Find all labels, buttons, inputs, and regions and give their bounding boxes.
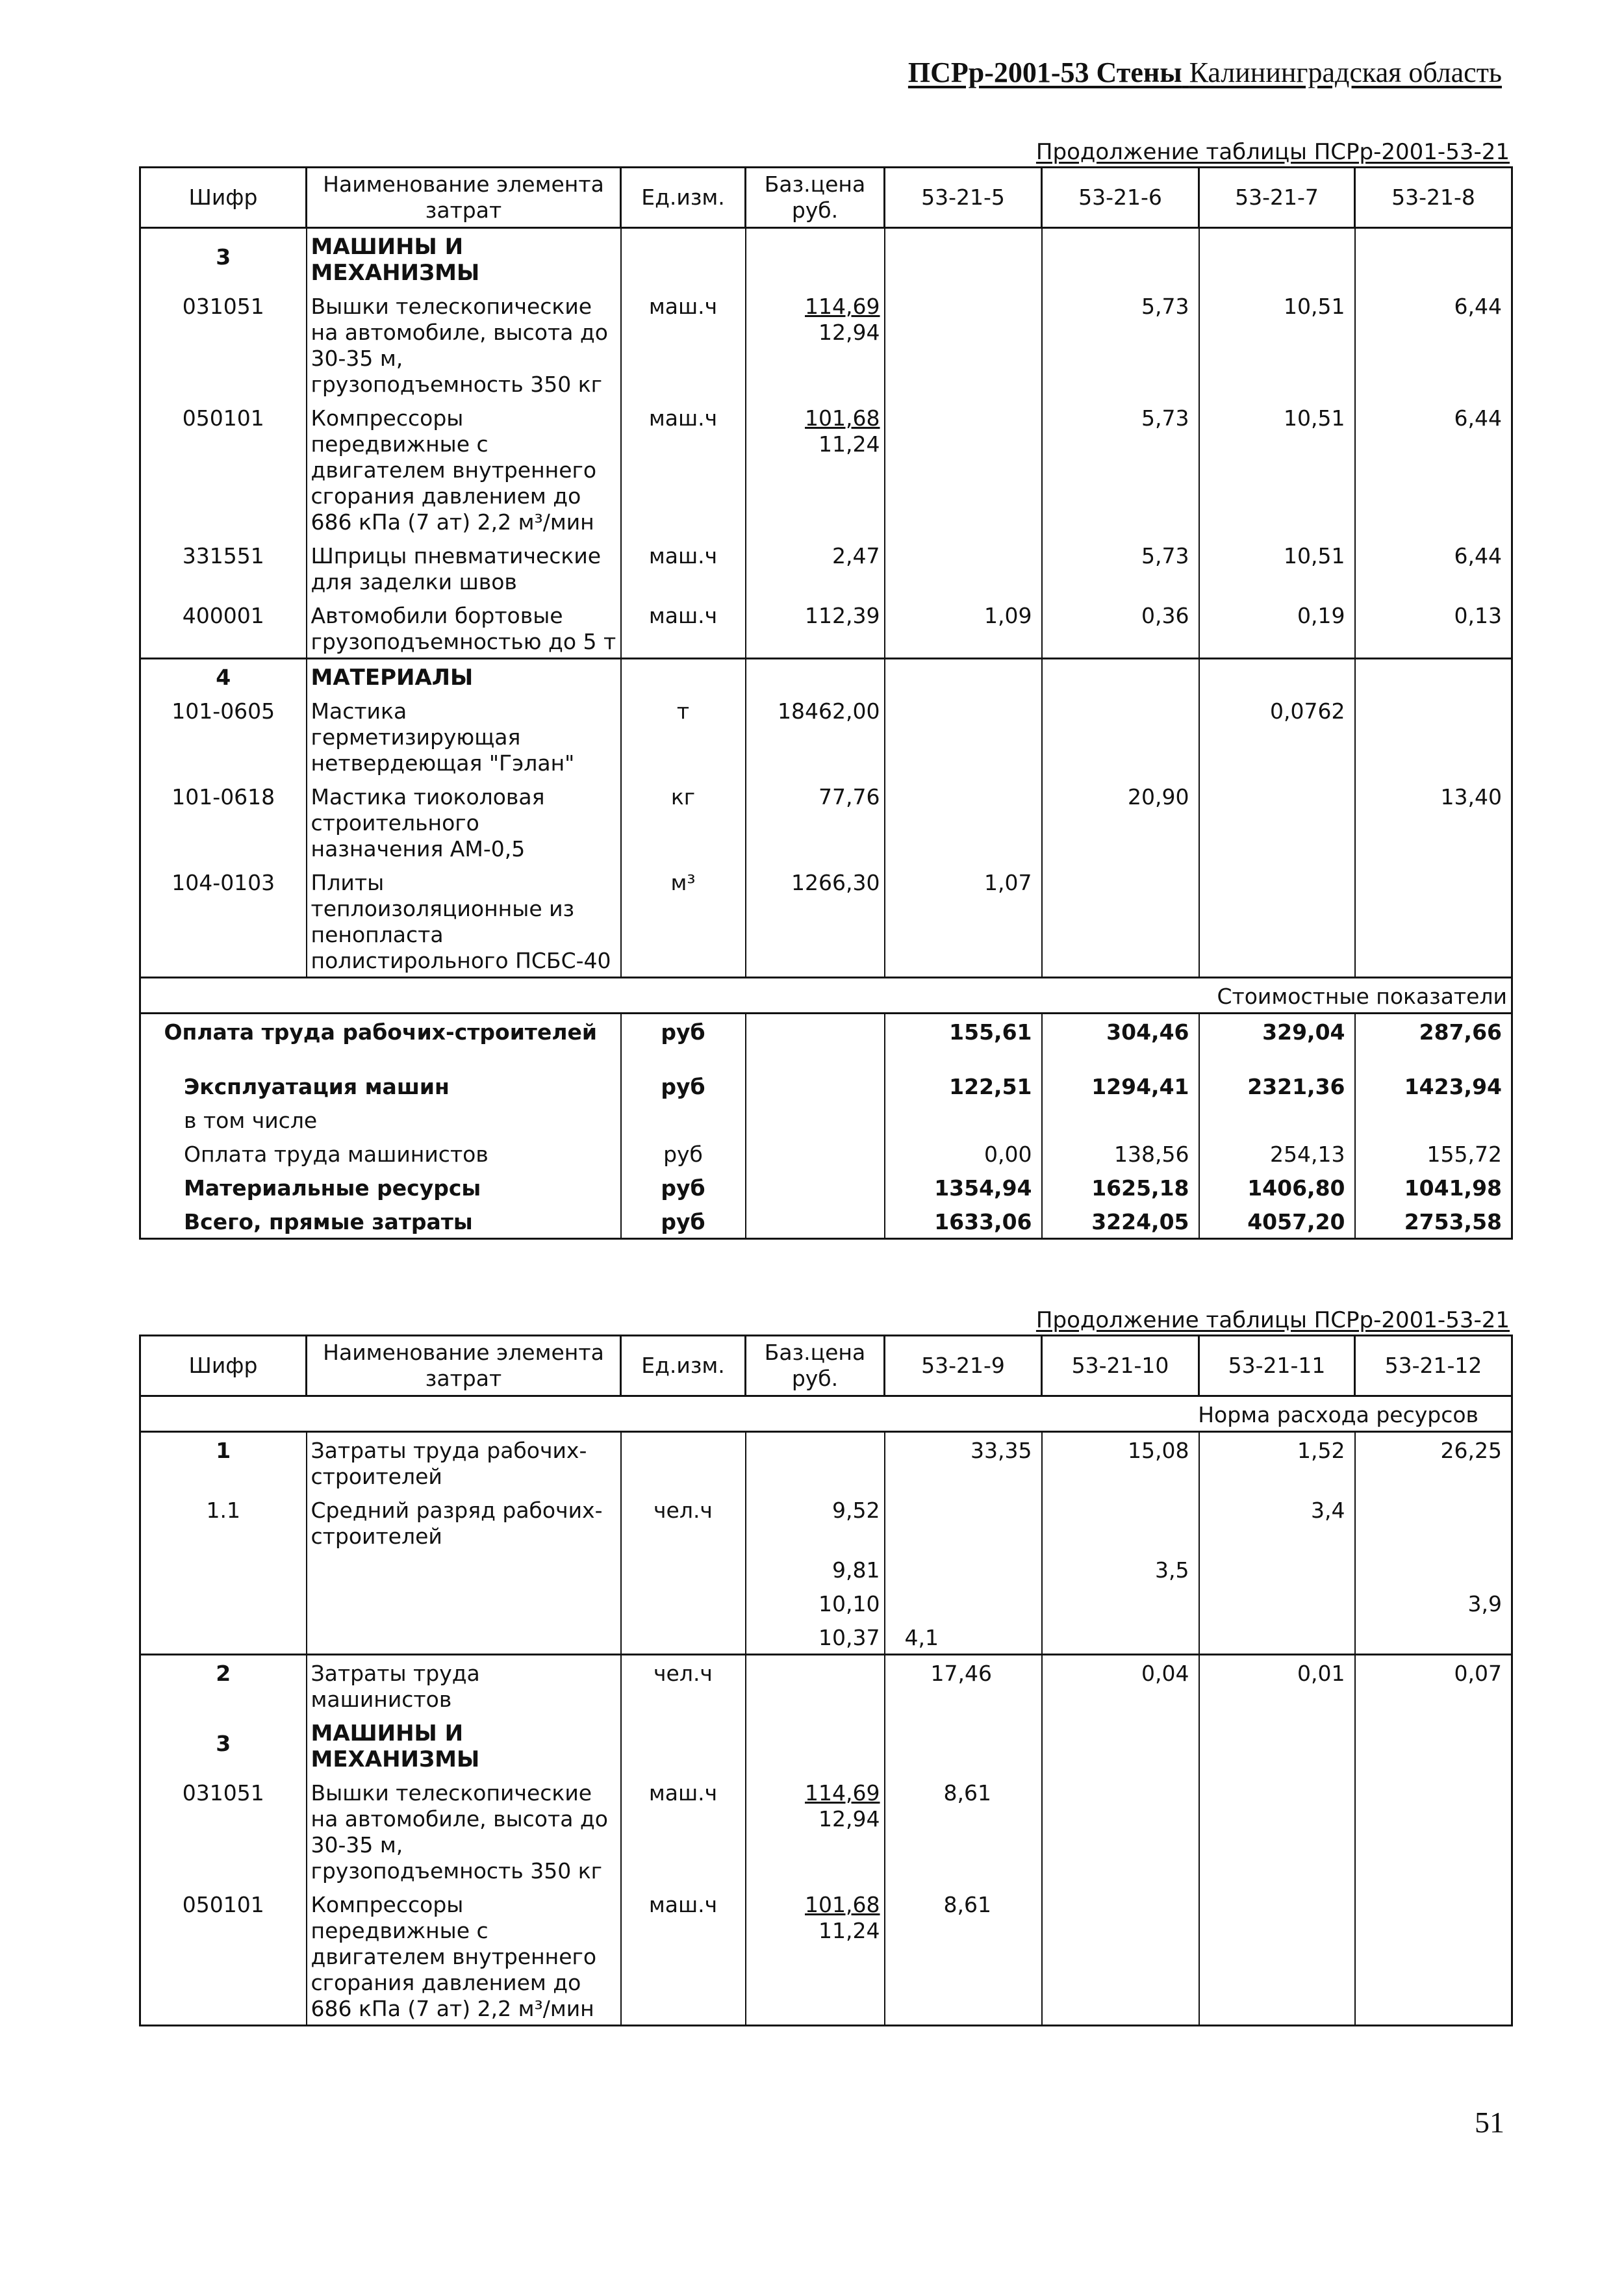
cost-row <box>140 1170 1512 1204</box>
cell-value <box>885 693 1042 779</box>
cost-value: 254,13 <box>1199 1136 1355 1170</box>
row-unit: т <box>621 693 746 779</box>
table-row <box>140 865 1512 978</box>
cell-value: 5,73 <box>1042 288 1199 400</box>
cell-value <box>885 779 1042 865</box>
col-header-price: Баз.цена руб. <box>746 168 885 228</box>
price-secondary: 12,94 <box>818 320 880 345</box>
section-title: МАШИНЫ И МЕХАНИЗМЫ <box>307 228 621 289</box>
page-number: 51 <box>1475 2106 1504 2139</box>
col-header-name: Наименование элемента затрат <box>307 168 621 228</box>
row-unit: маш.ч <box>621 400 746 538</box>
row-code: 1.1 <box>140 1492 307 1552</box>
row-code: 031051 <box>140 1775 307 1887</box>
cell-value: 5,73 <box>1042 538 1199 598</box>
row-name: Компрессоры передвижные с двигателем внутреннего сгорания давлением до 686 кПа (7 ат) 2,2 м³/мин <box>307 400 621 538</box>
cost-value: 1423,94 <box>1355 1048 1512 1103</box>
cost-value: 155,61 <box>885 1014 1042 1049</box>
row-price: 2,47 <box>746 538 885 598</box>
row-code: 2 <box>140 1655 307 1716</box>
cell-value: 3,4 <box>1199 1492 1355 1552</box>
cell-value <box>885 1492 1042 1552</box>
row-code: 331551 <box>140 538 307 598</box>
table-row <box>140 1655 1512 1716</box>
cell-value <box>885 1586 1042 1620</box>
cell-value <box>1042 1620 1199 1655</box>
row-price <box>746 288 885 400</box>
cost-value: 329,04 <box>1199 1014 1355 1049</box>
col-header-code: Шифр <box>140 1336 307 1396</box>
cost-label: Оплата труда машинистов <box>140 1136 621 1170</box>
cell-value: 15,08 <box>1042 1432 1199 1493</box>
cell-value: 4,1 <box>885 1620 1042 1655</box>
cost-unit: руб <box>621 1204 746 1239</box>
cell-value: 8,61 <box>885 1775 1042 1887</box>
cell-value <box>885 400 1042 538</box>
row-price: 18462,00 <box>746 693 885 779</box>
price-value: 114,69 <box>805 1780 880 1806</box>
section-row <box>140 659 1512 694</box>
section-row <box>140 228 1512 289</box>
cell-value: 10,51 <box>1199 400 1355 538</box>
row-unit: маш.ч <box>621 288 746 400</box>
table-row <box>140 400 1512 538</box>
row-name: Шприцы пневматические для заделки швов <box>307 538 621 598</box>
cell-value: 8,61 <box>885 1887 1042 2026</box>
row-unit: маш.ч <box>621 598 746 659</box>
row-name: Плиты теплоизоляционные из пенопласта полистирольного ПСБС-40 <box>307 865 621 978</box>
row-price: 112,39 <box>746 598 885 659</box>
cell-value <box>1355 1552 1512 1586</box>
cell-value: 3,5 <box>1042 1552 1199 1586</box>
col-header-53-21-5: 53-21-5 <box>885 168 1042 228</box>
row-code: 031051 <box>140 288 307 400</box>
row-name: Затраты труда рабочих-строителей <box>307 1432 621 1493</box>
cell-value: 0,13 <box>1355 598 1512 659</box>
row-code: 104-0103 <box>140 865 307 978</box>
section-row <box>140 1715 1512 1775</box>
row-price <box>746 400 885 538</box>
cost-caption: Стоимостные показатели <box>140 978 1512 1014</box>
table-row <box>140 1432 1512 1493</box>
norm-caption-row <box>140 1396 1512 1432</box>
row-unit: маш.ч <box>621 1887 746 2026</box>
cost-value: 4057,20 <box>1199 1204 1355 1239</box>
row-code: 101-0618 <box>140 779 307 865</box>
row-code: 101-0605 <box>140 693 307 779</box>
cell-value <box>1355 1492 1512 1552</box>
cell-value: 0,01 <box>1199 1655 1355 1716</box>
table-row <box>140 288 1512 400</box>
price-value: 101,68 <box>805 405 880 431</box>
row-code: 1 <box>140 1432 307 1493</box>
cost-row <box>140 1204 1512 1239</box>
cost-value: 1625,18 <box>1042 1170 1199 1204</box>
cell-value <box>1042 1586 1199 1620</box>
row-unit: чел.ч <box>621 1492 746 1552</box>
section-code: 3 <box>140 228 307 289</box>
cost-value: 3224,05 <box>1042 1204 1199 1239</box>
cell-value <box>1199 1586 1355 1620</box>
row-code: 400001 <box>140 598 307 659</box>
col-header-53-21-8: 53-21-8 <box>1355 168 1512 228</box>
norm-caption: Норма расхода ресурсов <box>140 1396 1512 1432</box>
col-header-code: Шифр <box>140 168 307 228</box>
cell-value <box>1042 1492 1199 1552</box>
cost-label: Эксплуатация машин <box>140 1048 621 1103</box>
table-row <box>140 1552 1512 1586</box>
cell-value <box>1355 865 1512 978</box>
cell-value: 10,51 <box>1199 538 1355 598</box>
row-unit: чел.ч <box>621 1655 746 1716</box>
cell-value <box>1042 865 1199 978</box>
col-header-name: Наименование элемента затрат <box>307 1336 621 1396</box>
cost-label: Всего, прямые затраты <box>140 1204 621 1239</box>
row-unit: маш.ч <box>621 538 746 598</box>
table2-caption: Продолжение таблицы ПСРр-2001-53-21 <box>1035 1307 1510 1333</box>
cell-value: 6,44 <box>1355 400 1512 538</box>
cell-value: 0,04 <box>1042 1655 1199 1716</box>
row-name: Вышки телескопические на автомобиле, высота до 30-35 м, грузоподъемность 350 кг <box>307 1775 621 1887</box>
table1-header-row <box>140 168 1512 228</box>
row-name: Автомобили бортовые грузоподъемностью до 5 т <box>307 598 621 659</box>
cost-unit: руб <box>621 1014 746 1049</box>
row-unit: маш.ч <box>621 1775 746 1887</box>
cost-value: 1294,41 <box>1042 1048 1199 1103</box>
table-row <box>140 1586 1512 1620</box>
row-price: 9,81 <box>746 1552 885 1586</box>
table-row <box>140 779 1512 865</box>
cost-caption-row <box>140 978 1512 1014</box>
cost-value: 1354,94 <box>885 1170 1042 1204</box>
cell-value: 17,46 <box>885 1655 1042 1716</box>
row-unit: м³ <box>621 865 746 978</box>
section-title: МАТЕРИАЛЫ <box>307 659 621 694</box>
cost-value: 0,00 <box>885 1136 1042 1170</box>
cost-label: Материальные ресурсы <box>140 1170 621 1204</box>
price-value: 101,68 <box>805 1892 880 1917</box>
cost-row <box>140 1103 1512 1136</box>
table-row <box>140 598 1512 659</box>
row-unit: кг <box>621 779 746 865</box>
cost-value: 1633,06 <box>885 1204 1042 1239</box>
cost-row <box>140 1014 1512 1049</box>
col-header-unit: Ед.изм. <box>621 168 746 228</box>
cell-value <box>1355 1775 1512 1887</box>
price-value: 114,69 <box>805 294 880 319</box>
col-header-53-21-7: 53-21-7 <box>1199 168 1355 228</box>
col-header-unit: Ед.изм. <box>621 1336 746 1396</box>
cell-value <box>1355 1620 1512 1655</box>
cell-value: 5,73 <box>1042 400 1199 538</box>
col-header-53-21-11: 53-21-11 <box>1199 1336 1355 1396</box>
cell-value: 0,36 <box>1042 598 1199 659</box>
row-name: Средний разряд рабочих-строителей <box>307 1492 621 1552</box>
row-price: 9,52 <box>746 1492 885 1552</box>
price-secondary: 12,94 <box>818 1806 880 1832</box>
col-header-price: Баз.цена руб. <box>746 1336 885 1396</box>
cell-value: 6,44 <box>1355 288 1512 400</box>
cell-value: 0,07 <box>1355 1655 1512 1716</box>
section-code: 3 <box>140 1715 307 1775</box>
table-row <box>140 1620 1512 1655</box>
cell-value <box>885 538 1042 598</box>
table2 <box>139 1335 1513 2026</box>
cost-value: 304,46 <box>1042 1014 1199 1049</box>
col-header-53-21-10: 53-21-10 <box>1042 1336 1199 1396</box>
cost-value: 155,72 <box>1355 1136 1512 1170</box>
cell-value <box>885 288 1042 400</box>
cost-value: 1406,80 <box>1199 1170 1355 1204</box>
cost-row <box>140 1136 1512 1170</box>
row-code: 050101 <box>140 400 307 538</box>
cell-value <box>1355 1887 1512 2026</box>
cell-value <box>1042 693 1199 779</box>
row-price <box>746 1887 885 2026</box>
cost-value: 287,66 <box>1355 1014 1512 1049</box>
row-price: 77,76 <box>746 779 885 865</box>
cell-value <box>885 1552 1042 1586</box>
header-region: Калининградская область <box>1189 57 1502 88</box>
cell-value: 33,35 <box>885 1432 1042 1493</box>
col-header-53-21-12: 53-21-12 <box>1355 1336 1512 1396</box>
table-row <box>140 1492 1512 1552</box>
cost-value: 138,56 <box>1042 1136 1199 1170</box>
table-row <box>140 538 1512 598</box>
table-row <box>140 1887 1512 2026</box>
cost-unit: руб <box>621 1048 746 1103</box>
cell-value: 3,9 <box>1355 1586 1512 1620</box>
cell-value <box>1199 1887 1355 2026</box>
cell-value: 13,40 <box>1355 779 1512 865</box>
section-code: 4 <box>140 659 307 694</box>
cell-value: 1,09 <box>885 598 1042 659</box>
cost-value: 122,51 <box>885 1048 1042 1103</box>
row-code: 050101 <box>140 1887 307 2026</box>
row-price <box>746 1775 885 1887</box>
cell-value: 1,07 <box>885 865 1042 978</box>
cell-value: 6,44 <box>1355 538 1512 598</box>
table-row <box>140 1775 1512 1887</box>
table-row <box>140 693 1512 779</box>
cost-unit: руб <box>621 1170 746 1204</box>
cell-value <box>1355 693 1512 779</box>
cost-value: 1041,98 <box>1355 1170 1512 1204</box>
price-secondary: 11,24 <box>818 431 880 457</box>
cell-value <box>1199 1552 1355 1586</box>
row-name: Затраты труда машинистов <box>307 1655 621 1716</box>
row-name: Мастика тиоколовая строительного назначения АМ-0,5 <box>307 779 621 865</box>
cell-value <box>1199 1620 1355 1655</box>
cost-row <box>140 1048 1512 1103</box>
col-header-53-21-6: 53-21-6 <box>1042 168 1199 228</box>
section-title: МАШИНЫ И МЕХАНИЗМЫ <box>307 1715 621 1775</box>
cell-value <box>1199 1775 1355 1887</box>
cell-value: 20,90 <box>1042 779 1199 865</box>
row-price: 10,37 <box>746 1620 885 1655</box>
cell-value <box>1199 779 1355 865</box>
cost-label: в том числе <box>140 1103 621 1136</box>
table1-caption: Продолжение таблицы ПСРр-2001-53-21 <box>1035 139 1510 165</box>
row-price: 10,10 <box>746 1586 885 1620</box>
row-name: Вышки телескопические на автомобиле, высота до 30-35 м, грузоподъемность 350 кг <box>307 288 621 400</box>
cost-unit: руб <box>621 1136 746 1170</box>
table2-header-row <box>140 1336 1512 1396</box>
header-doc-code: ПСРр-2001-53 Стены <box>907 57 1182 88</box>
cell-value: 10,51 <box>1199 288 1355 400</box>
cell-value: 1,52 <box>1199 1432 1355 1493</box>
row-name: Мастика герметизирующая нетвердеющая "Гэлан" <box>307 693 621 779</box>
cell-value <box>1042 1887 1199 2026</box>
cost-value: 2321,36 <box>1199 1048 1355 1103</box>
row-name: Компрессоры передвижные с двигателем внутреннего сгорания давлением до 686 кПа (7 ат) 2,2 м³/мин <box>307 1887 621 2026</box>
table1 <box>139 166 1513 1240</box>
row-price: 1266,30 <box>746 865 885 978</box>
cell-value: 0,0762 <box>1199 693 1355 779</box>
cell-value: 26,25 <box>1355 1432 1512 1493</box>
col-header-53-21-9: 53-21-9 <box>885 1336 1042 1396</box>
cell-value <box>1042 1775 1199 1887</box>
cost-value: 2753,58 <box>1355 1204 1512 1239</box>
cost-label: Оплата труда рабочих-строителей <box>140 1014 621 1049</box>
price-secondary: 11,24 <box>818 1918 880 1943</box>
cell-value: 0,19 <box>1199 598 1355 659</box>
cell-value <box>1199 865 1355 978</box>
page-header <box>908 56 1502 89</box>
